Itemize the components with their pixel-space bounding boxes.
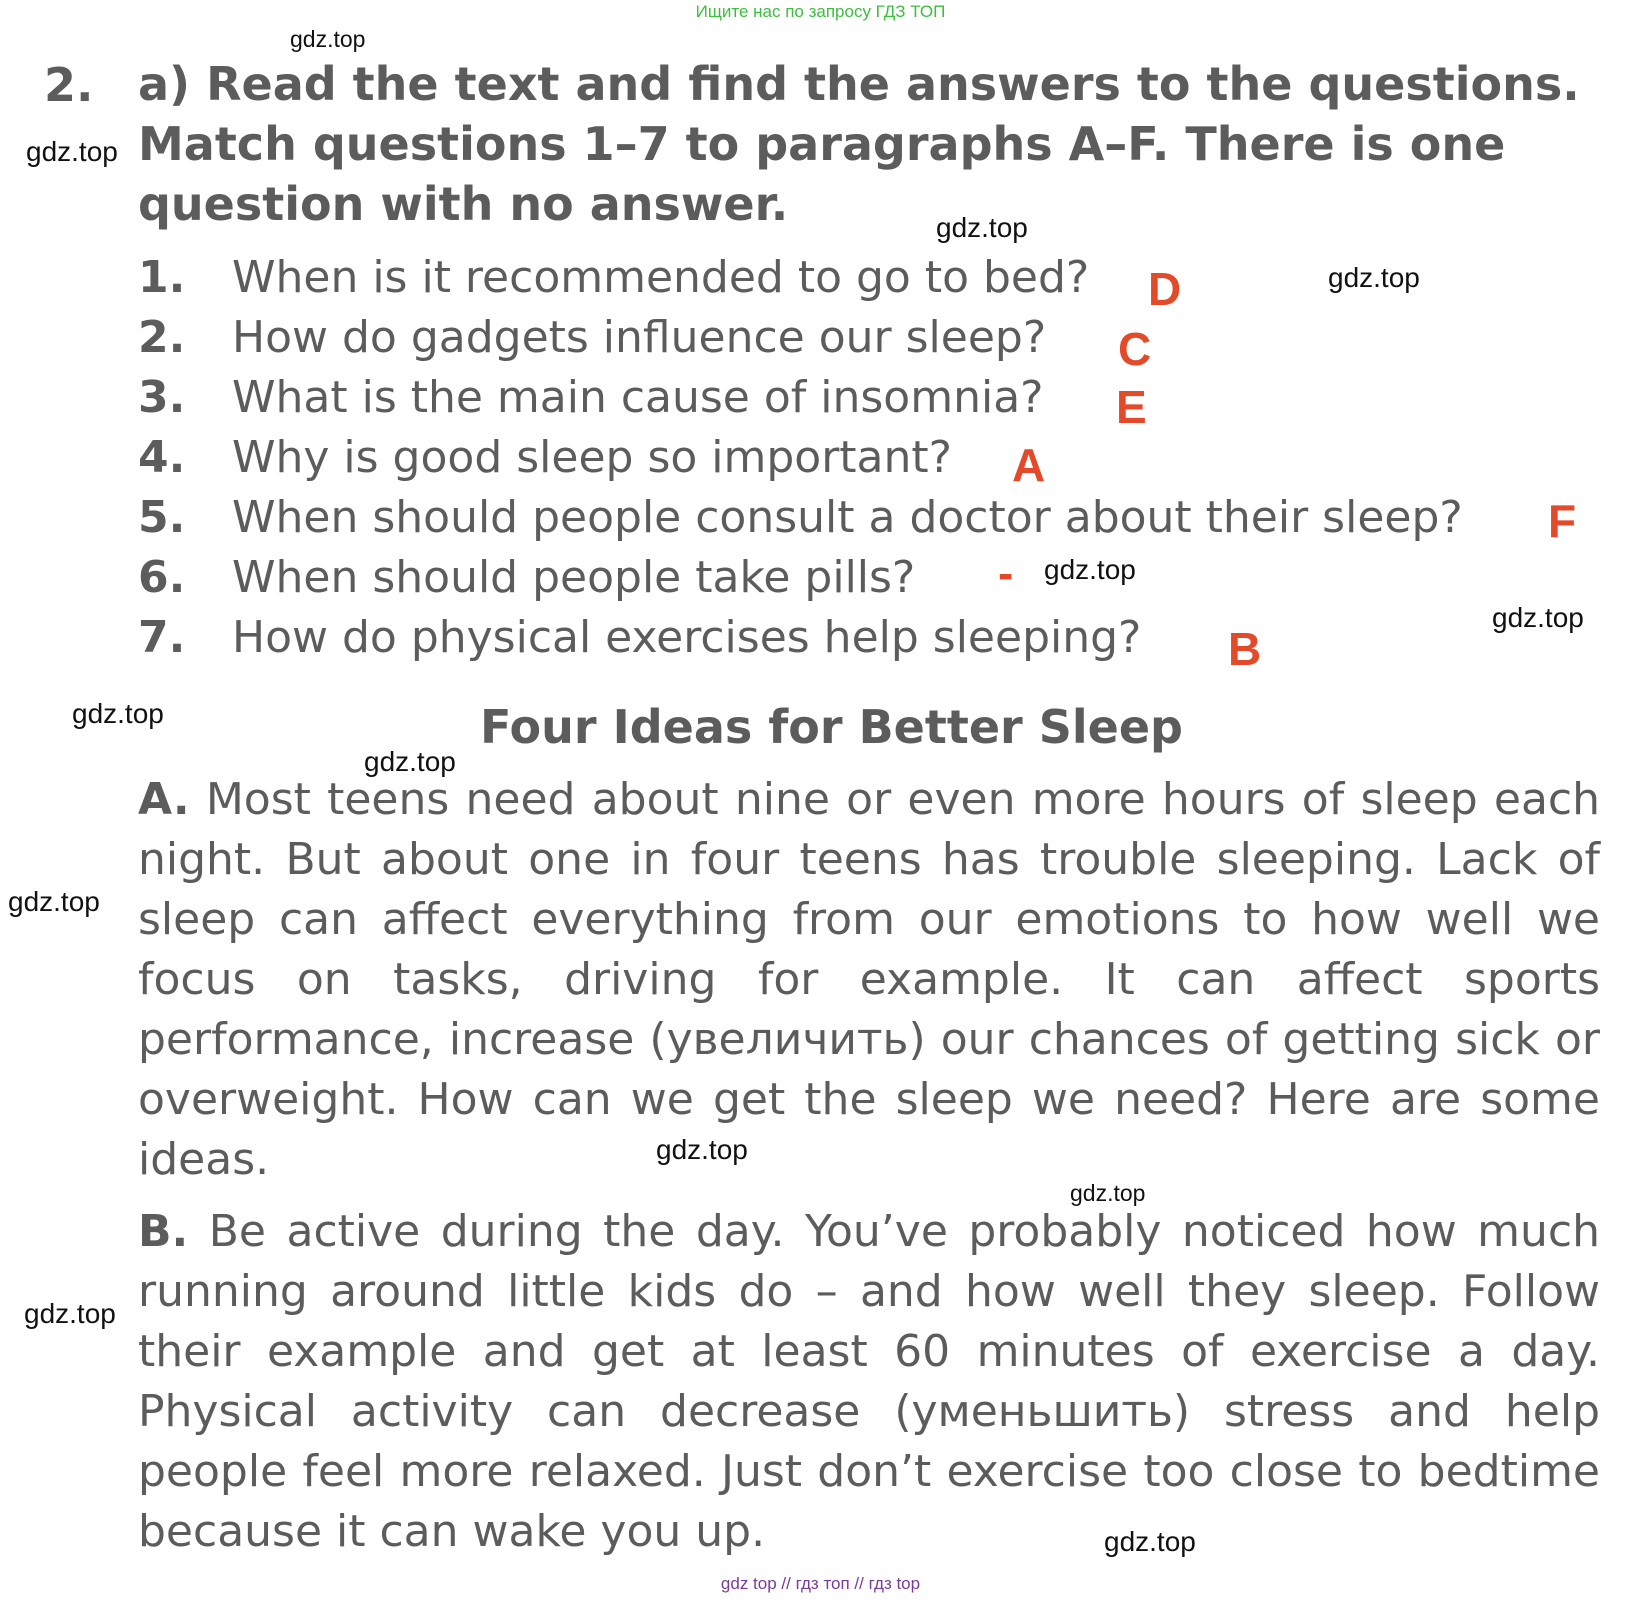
watermark: gdz.top	[1492, 602, 1584, 633]
task-number: 2.	[44, 58, 94, 112]
article-title: Four Ideas for Better Sleep	[480, 700, 1183, 754]
watermark: gdz.top	[936, 212, 1028, 243]
question-number: 2.	[138, 312, 186, 363]
article-paragraph	[138, 1202, 1600, 1562]
question-text: When should people consult a doctor about their sleep?	[232, 492, 1463, 543]
task-instruction-line: Match questions 1–7 to paragraphs A–F. There is one	[138, 117, 1506, 171]
answer-mark: C	[1118, 323, 1152, 375]
question-number: 6.	[138, 552, 186, 603]
question-text: When is it recommended to go to bed?	[232, 252, 1090, 303]
question-text: When should people take pills?	[232, 552, 916, 603]
paragraph-letter: A.	[138, 774, 190, 825]
answer-mark: -	[998, 547, 1014, 599]
top-banner: Ищите нас по запросу ГДЗ ТОП	[695, 2, 946, 21]
watermark: gdz.top	[290, 26, 366, 52]
watermark: gdz.top	[364, 746, 456, 777]
article-paragraph	[138, 770, 1600, 1190]
answer-mark: A	[1012, 439, 1046, 491]
answer-mark: B	[1228, 623, 1262, 675]
watermark: gdz.top	[1044, 554, 1136, 585]
watermark: gdz.top	[26, 136, 118, 167]
watermark: gdz.top	[1070, 1180, 1146, 1206]
footer-watermark: gdz top // гдз топ // гдз top	[720, 1574, 921, 1593]
paragraph-text: Be active during the day. You’ve probably noticed how much running around little kids do – and how well they sleep. Follow their example and get at least 60 minutes of exercise a day. Physical activity can decrease (уменьшить) stress and help people feel more relaxed. Just don’t exercise too close to bedtime because it can wake you up.	[138, 1206, 1600, 1557]
watermark: gdz.top	[656, 1134, 748, 1165]
watermark: gdz.top	[72, 698, 164, 729]
question-number: 3.	[138, 372, 186, 423]
question-number: 5.	[138, 492, 186, 543]
paragraph-letter: B.	[138, 1206, 189, 1257]
question-text: How do gadgets influence our sleep?	[232, 312, 1047, 363]
watermark: gdz.top	[1328, 262, 1420, 293]
answer-mark: E	[1116, 381, 1147, 433]
watermark: gdz.top	[1104, 1526, 1196, 1557]
answer-mark: F	[1548, 495, 1577, 547]
question-number: 4.	[138, 432, 186, 483]
question-number: 7.	[138, 612, 186, 663]
watermark: gdz.top	[24, 1298, 116, 1329]
task-instruction-line: question with no answer.	[138, 177, 789, 231]
task-instruction-line: a) Read the text and find the answers to the questions.	[138, 57, 1580, 111]
paragraph-text: Most teens need about nine or even more hours of sleep each night. But about one in four teens has trouble sleeping. Lack of sleep can affect everything from our emotions to how well we focus on tasks, driving for example. It can affect sports performance, increase (увеличить) our chances of getting sick or overweight. How can we get the sleep we need? Here are some ideas.	[138, 774, 1600, 1185]
question-text: Why is good sleep so important?	[232, 432, 953, 483]
question-number: 1.	[138, 252, 186, 303]
question-text: How do physical exercises help sleeping?	[232, 612, 1142, 663]
question-text: What is the main cause of insomnia?	[232, 372, 1044, 423]
watermark: gdz.top	[8, 886, 100, 917]
answer-mark: D	[1148, 263, 1182, 315]
